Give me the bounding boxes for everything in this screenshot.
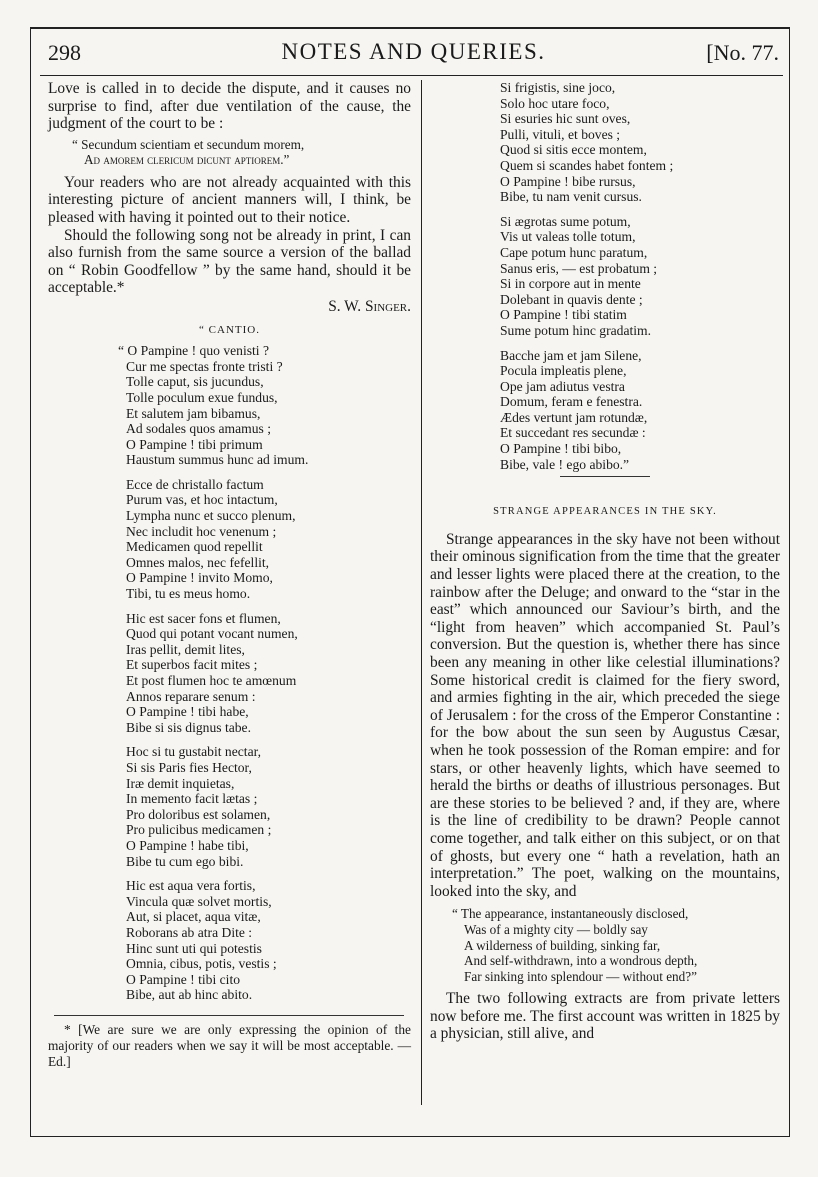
poem-line: Iræ demit inquietas, (126, 775, 235, 791)
poem-line: Et post flumen hoc te amœnum (126, 673, 297, 688)
poem-line: “ O Pampine ! quo venisti ? (118, 343, 270, 359)
outer-frame-left (30, 27, 31, 1137)
poem-line: Si in corpore aut in mente (500, 276, 641, 292)
poem-line: Hinc sunt uti qui potestis (126, 940, 262, 956)
outer-frame-top (30, 27, 790, 29)
page-number: 298 (48, 40, 81, 65)
poem-line: O Pampine ! bibe rursus, (500, 173, 636, 189)
outer-frame-right (789, 27, 790, 1137)
poem-line: Omnia, cibus, potis, vestis ; (126, 956, 277, 972)
body-paragraph: The two following extracts are from private letters now before me. The first account was written in 1825 by a physician, still alive, and (430, 990, 780, 1043)
poem-line: O Pampine ! tibi cito (126, 971, 241, 987)
stanza (118, 878, 411, 1003)
quote-line: And self-withdrawn, into a wondrous depth, (464, 953, 698, 969)
poem-line: Bibe, vale ! ego abibo.” (500, 456, 630, 472)
poem-line: O Pampine ! tibi bibo, (500, 441, 622, 457)
poem-line: Bibe, aut ab hinc abito. (126, 987, 253, 1003)
issue-number: [No. 77. (706, 40, 779, 65)
poem-line: Pulli, vituli, et boves ; (500, 126, 621, 142)
footnote-rule (54, 1015, 404, 1016)
stanza (118, 611, 411, 736)
running-header (46, 34, 781, 74)
poem-line: Omnes malos, nec fefellit, (126, 554, 270, 570)
poem-line: Pro doloribus est solamen, (126, 806, 271, 822)
right-column (430, 80, 780, 1043)
body-paragraph: Should the following song not be already in print, I can also furnish from the same source a version of the ballad on “ Robin Goodfellow ” by the same hand, should it be acceptable.* (48, 226, 411, 297)
poem-line: Si esuries hic sunt oves, (500, 111, 631, 127)
poem-line: Domum, feram e fenestra. (500, 394, 643, 410)
header-rule (40, 75, 783, 76)
stanza (500, 214, 780, 339)
poem-line: Et salutem jam bibamus, (126, 405, 261, 421)
stanza (118, 477, 411, 602)
poem-line: Vis ut valeas tolle totum, (500, 229, 636, 245)
poem-line: Roborans ab atra Dite : (126, 924, 253, 940)
poem-line: In memento facit lætas ; (126, 791, 258, 807)
poem-line: Ad sodales quos amamus ; (126, 421, 271, 437)
poem-line: O Pampine ! invito Momo, (126, 570, 273, 586)
footnote: * [We are sure we are only expressing the opinion of the majority of our readers when we say it will be most acceptable. — Ed.] (48, 1021, 411, 1069)
poem-line: Ædes vertunt jam rotundæ, (500, 409, 648, 425)
poem-line: Quod si sitis ecce montem, (500, 142, 647, 158)
poem-line: Purum vas, et hoc intactum, (126, 492, 278, 508)
verdict-line: Ad amorem clericum dicunt aptiorem.” (84, 152, 290, 168)
stanza (500, 348, 780, 473)
poem-line: Et superbos facit mites ; (126, 657, 258, 673)
quote-line: “ The appearance, instantaneously disclosed, (452, 906, 689, 922)
quote-line: Was of a mighty city — boldly say (464, 921, 648, 937)
poem-line: Hic est aqua vera fortis, (126, 878, 256, 894)
stanza (500, 80, 780, 205)
poem-line: Sume potum hinc gradatim. (500, 322, 652, 338)
outer-frame-bottom (30, 1136, 790, 1137)
quote-line: A wilderness of building, sinking far, (464, 937, 661, 953)
poem-line: Vincula quæ solvet mortis, (126, 893, 272, 909)
poem-quote (452, 906, 780, 984)
body-paragraph: Your readers who are not already acquainted with this interesting picture of ancient manners will, I think, be pleased with having it pointed out to their notice. (48, 173, 411, 226)
poem-line: Cape potum hunc paratum, (500, 244, 648, 260)
poem-line: Bibe, tu nam venit cursus. (500, 189, 642, 205)
journal-title: NOTES AND QUERIES. (281, 39, 546, 64)
poem-line: Sanus eris, — est probatum ; (500, 260, 658, 276)
verdict-line: “ Secundum scientiam et secundum morem, (72, 136, 305, 152)
poem-line: Si sis Paris fies Hector, (126, 759, 252, 775)
poem-line: Medicamen quod repellit (126, 539, 263, 555)
poem-line: O Pampine ! tibi statim (500, 307, 627, 323)
poem-line: Annos reparare senum : (126, 688, 256, 704)
left-column (48, 80, 411, 1070)
poem-line: Pro pulicibus medicamen ; (126, 822, 272, 838)
poem-line: Haustum summus hunc ad imum. (126, 452, 309, 468)
poem-line: Tolle poculum exue fundus, (126, 389, 278, 405)
poem-right (500, 80, 780, 472)
poem-line: Cur me spectas fronte tristi ? (126, 358, 283, 374)
intro-paragraph: Love is called in to decide the dispute, and it causes no surprise to find, after due ventilation of the cause, the judgment of the court to be : (48, 80, 411, 133)
poem-line: Quem si scandes habet fontem ; (500, 157, 674, 173)
article-end-rule (560, 476, 650, 477)
poem-line: Solo hoc utare foco, (500, 95, 610, 111)
poem-line: Ecce de christallo factum (126, 476, 264, 492)
poem-line: Quod qui potant vocant numen, (126, 626, 298, 642)
poem-line: O Pampine ! habe tibi, (126, 837, 249, 853)
poem-line: Tolle caput, sis jucundus, (126, 374, 264, 390)
poem-line: Hoc si tu gustabit nectar, (126, 744, 261, 760)
poem-line: Nec includit hoc venenum ; (126, 523, 277, 539)
poem-line: Si frigistis, sine joco, (500, 80, 616, 95)
poem-line: Dolebant in quavis dente ; (500, 291, 643, 307)
poem-line: Pocula impleatis plene, (500, 363, 627, 379)
quote-line: Far sinking into splendour — without end?” (464, 968, 697, 984)
body-paragraph: Strange appearances in the sky have not been without their ominous signification from the time that the greater and lesser lights were placed there at the creation, to the rainbow after the Deluge; and onward to the “star in the east” which announced our Saviour’s birth, and the “light from heaven” which accompanied St. Paul’s conversion. But the question is, whether there has since been any meaning in other like celestial illuminations? Some historical credit is claimed for the fiery sword, and armies fighting in the air, which preceded the siege of Jerusalem : for the cross of the Emperor Constantine : for the bow about the sun seen by Augustus Cæsar, when he took possession of the Roman empire: and for stars, or other heavenly lights, which have seemed to herald the births or deaths of illustrious personages. But are these stories to be believed ? and, if they are, where is the line of credibility to be drawn? People cannot come together, and talk either on this subject, or on that of ghosts, but every one “ hath a revelation, hath an interpretation.” The poet, walking on the mountains, looked into the sky, and (430, 530, 780, 900)
verdict-quote (72, 137, 411, 168)
poem-line: O Pampine ! tibi habe, (126, 704, 249, 720)
poem-line: Hic est sacer fons et flumen, (126, 610, 281, 626)
poem-heading: “ CANTIO. (199, 323, 260, 336)
poem-line: Bibe si sis dignus tabe. (126, 719, 251, 735)
signature: S. W. Singer. (328, 297, 411, 315)
stanza (118, 343, 411, 468)
poem-line: O Pampine ! tibi primum (126, 436, 263, 452)
poem-line: Iras pellit, demit lites, (126, 641, 245, 657)
column-divider (421, 80, 422, 1105)
stanza (118, 744, 411, 869)
poem-line: Bacche jam et jam Silene, (500, 347, 642, 363)
poem-line: Bibe tu cum ego bibi. (126, 853, 244, 869)
poem-line: Et succedant res secundæ : (500, 425, 646, 441)
poem-left (118, 343, 411, 1003)
poem-line: Si ægrotas sume potum, (500, 213, 631, 229)
poem-line: Lympha nunc et succo plenum, (126, 508, 296, 524)
poem-line: Tibi, tu es meus homo. (126, 586, 251, 602)
poem-line: Aut, si placet, aqua vitæ, (126, 909, 261, 925)
poem-line: Ope jam adiutus vestra (500, 378, 625, 394)
section-heading: STRANGE APPEARANCES IN THE SKY. (493, 506, 717, 518)
